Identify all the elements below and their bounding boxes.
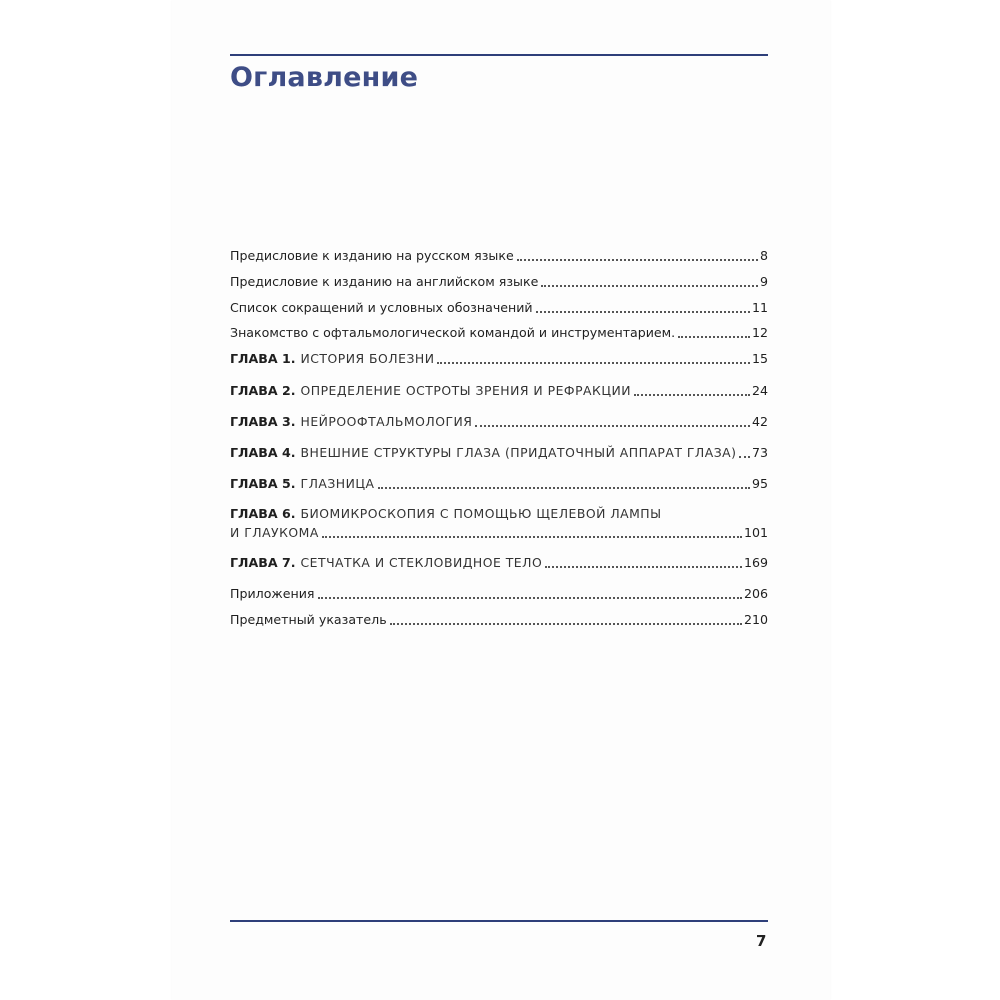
toc-leader-dots xyxy=(322,535,742,538)
chapter-label: ГЛАВА 1. xyxy=(230,351,296,366)
toc-entry xyxy=(230,325,768,341)
toc-entry-page: 42 xyxy=(751,414,768,429)
toc-entry xyxy=(230,586,768,602)
toc-entry-page: 24 xyxy=(751,383,768,398)
toc-leader-dots xyxy=(678,335,750,338)
toc-chapter-entry xyxy=(230,476,768,492)
toc-entry-text: Предметный указатель xyxy=(230,612,387,627)
toc-leader-dots xyxy=(634,393,750,396)
toc-entry-page: 73 xyxy=(751,445,768,460)
chapter-title-continued: И ГЛАУКОМА xyxy=(230,525,319,540)
bottom-rule xyxy=(230,920,768,922)
top-rule xyxy=(230,54,768,56)
toc-leader-dots xyxy=(545,565,742,568)
toc-entry xyxy=(230,248,768,264)
toc-entry-page: 11 xyxy=(751,300,768,315)
toc-entry-page: 95 xyxy=(751,476,768,491)
chapter-title: СЕТЧАТКА И СТЕКЛОВИДНОЕ ТЕЛО xyxy=(300,555,543,570)
toc-entry xyxy=(230,612,768,628)
toc-chapter-entry xyxy=(230,414,768,430)
toc-chapter-entry xyxy=(230,555,768,571)
chapter-label: ГЛАВА 7. xyxy=(230,555,296,570)
chapter-label: ГЛАВА 3. xyxy=(230,414,296,429)
toc-entry-text: Предисловие к изданию на английском языке xyxy=(230,274,539,289)
toc-leader-dots xyxy=(541,284,758,287)
chapter-title: ОПРЕДЕЛЕНИЕ ОСТРОТЫ ЗРЕНИЯ И РЕФРАКЦИИ xyxy=(300,383,631,398)
toc-chapter-entry xyxy=(230,351,768,367)
chapter-title: ИСТОРИЯ БОЛЕЗНИ xyxy=(300,351,435,366)
toc-entry-page: 206 xyxy=(743,586,768,601)
page-title: Оглавление xyxy=(230,62,419,93)
chapter-title: ВНЕШНИЕ СТРУКТУРЫ ГЛАЗА (ПРИДАТОЧНЫЙ АППАРАТ ГЛАЗА) xyxy=(300,445,737,460)
toc-entry-text: Знакомство с офтальмологической командой и инструментарием. xyxy=(230,325,676,340)
toc-entry-page: 15 xyxy=(751,351,768,366)
toc-entry-text: Список сокращений и условных обозначений xyxy=(230,300,533,315)
toc-leader-dots xyxy=(739,455,750,458)
toc-leader-dots xyxy=(437,361,749,364)
toc-entry-page: 169 xyxy=(743,555,768,570)
chapter-label: ГЛАВА 5. xyxy=(230,476,296,491)
toc-entry-page: 210 xyxy=(743,612,768,627)
toc-entry-text: Предисловие к изданию на русском языке xyxy=(230,248,514,263)
chapter-label: ГЛАВА 2. xyxy=(230,383,296,398)
toc-entry-text: Приложения xyxy=(230,586,315,601)
toc-entry-page: 8 xyxy=(759,248,768,263)
toc-entry xyxy=(230,274,768,290)
book-page xyxy=(172,0,830,1000)
toc-entry-page: 12 xyxy=(751,325,768,340)
toc-leader-dots xyxy=(378,486,750,489)
page-number: 7 xyxy=(756,932,767,950)
toc-leader-dots xyxy=(475,424,750,427)
chapter-label: ГЛАВА 6. xyxy=(230,506,296,521)
chapter-title: ГЛАЗНИЦА xyxy=(300,476,375,491)
toc-leader-dots xyxy=(318,596,742,599)
toc-leader-dots xyxy=(536,310,750,313)
toc-leader-dots xyxy=(517,258,758,261)
chapter-title: БИОМИКРОСКОПИЯ С ПОМОЩЬЮ ЩЕЛЕВОЙ ЛАМПЫ xyxy=(300,506,662,521)
toc-chapter-entry xyxy=(230,506,768,541)
chapter-label: ГЛАВА 4. xyxy=(230,445,296,460)
toc-leader-dots xyxy=(390,622,742,625)
toc-entry xyxy=(230,300,768,316)
chapter-title: НЕЙРООФТАЛЬМОЛОГИЯ xyxy=(300,414,473,429)
toc-entry-page: 101 xyxy=(743,525,768,540)
toc-chapter-entry xyxy=(230,383,768,399)
toc-entry-page: 9 xyxy=(759,274,768,289)
toc-chapter-entry xyxy=(230,445,768,461)
